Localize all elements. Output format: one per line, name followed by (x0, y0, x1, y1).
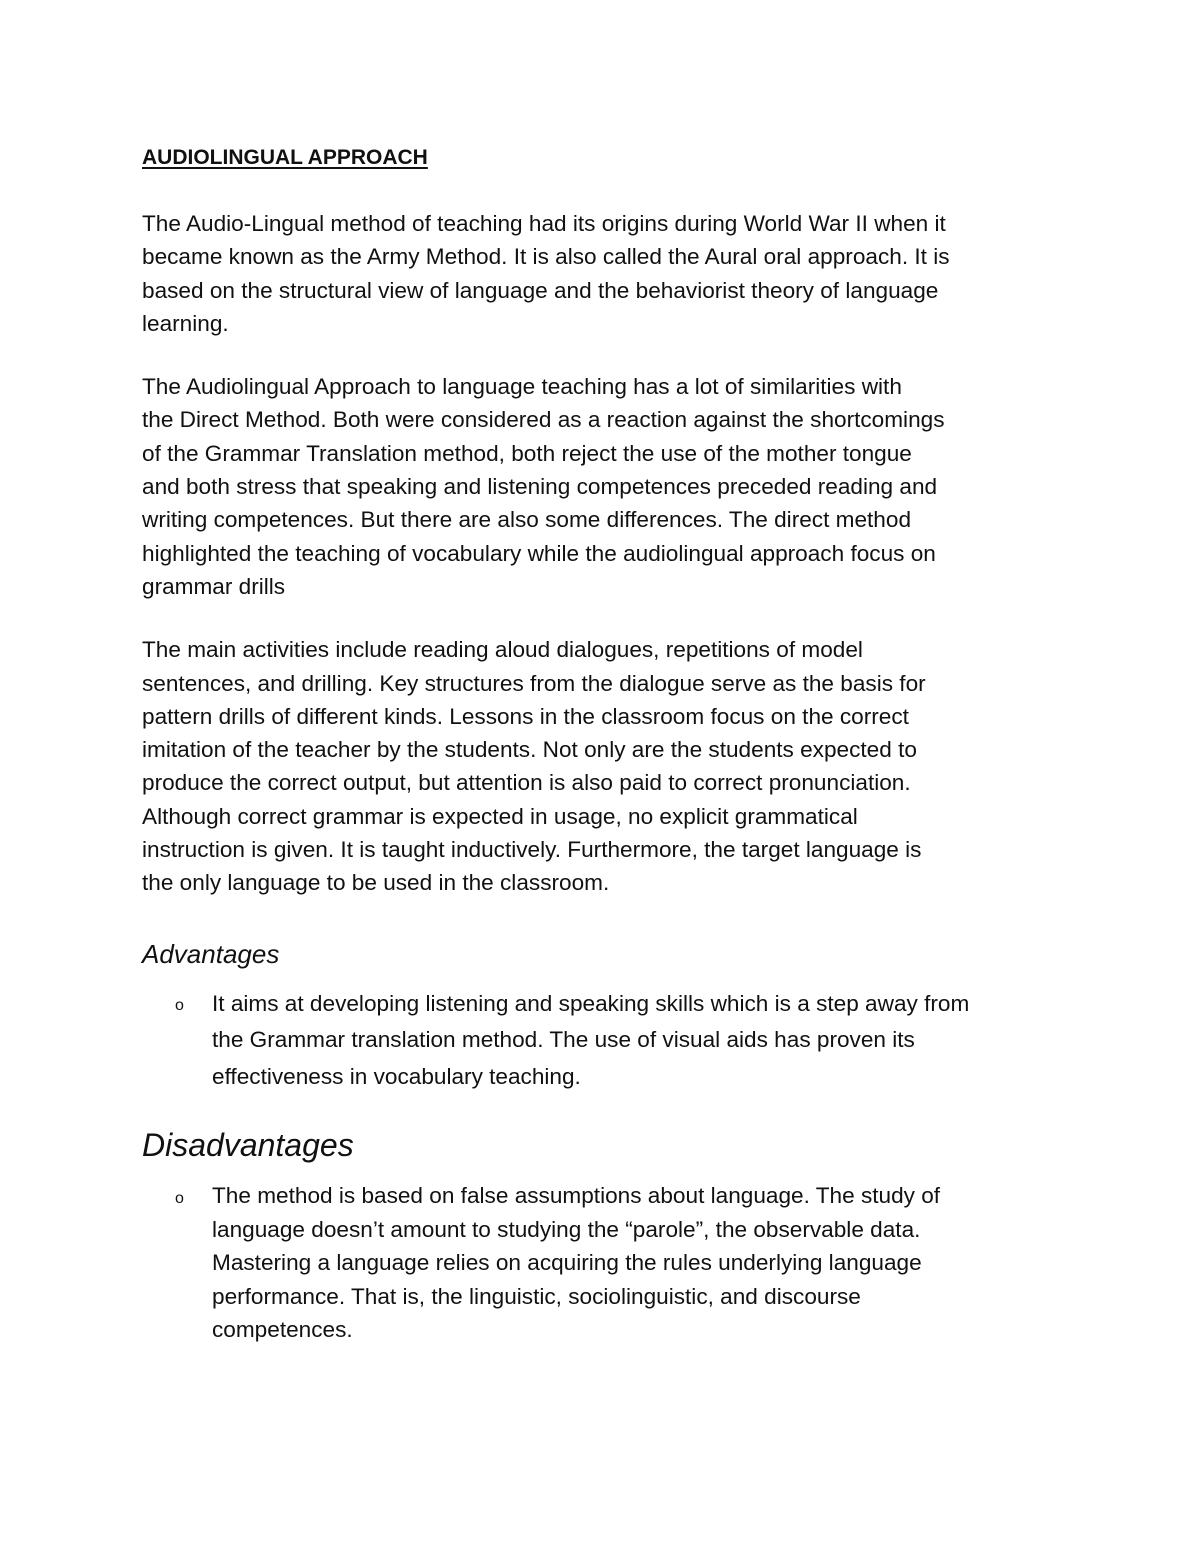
paragraph-comparison (142, 370, 1062, 603)
list-item-line: performance. That is, the linguistic, sociolinguistic, and discourse (212, 1283, 861, 1309)
paragraph-line: the only language to be used in the classroom. (142, 870, 610, 896)
paragraph-line: became known as the Army Method. It is also called the Aural oral approach. It is (142, 244, 950, 270)
disadvantages-heading: Disadvantages (142, 1127, 354, 1164)
paragraph-origins (142, 207, 1062, 340)
paragraph-line: The main activities include reading aloud dialogues, repetitions of model (142, 637, 863, 663)
paragraph-line: pattern drills of different kinds. Lessons in the classroom focus on the correct (142, 703, 909, 729)
list-item (142, 986, 1062, 1096)
paragraph-line: and both stress that speaking and listening competences preceded reading and (142, 474, 938, 500)
advantages-heading: Advantages (142, 938, 280, 969)
paragraph-line: produce the correct output, but attention is also paid to correct pronunciation. (142, 770, 911, 796)
list-item (142, 1179, 1062, 1347)
paragraph-line: The Audiolingual Approach to language teaching has a lot of similarities with (142, 374, 902, 400)
paragraph-line: Although correct grammar is expected in usage, no explicit grammatical (142, 803, 858, 829)
list-item-line: competences. (212, 1317, 353, 1343)
list-item-line: language doesn’t amount to studying the “parole”, the observable data. (212, 1216, 921, 1242)
paragraph-line: imitation of the teacher by the students. Not only are the students expected to (142, 737, 917, 763)
list-item-line: It aims at developing listening and speaking skills which is a step away from (212, 990, 970, 1016)
paragraph-line: highlighted the teaching of vocabulary while the audiolingual approach focus on (142, 540, 936, 566)
disadvantages-list (142, 1179, 1062, 1347)
paragraph-line: the Direct Method. Both were considered as a reaction against the shortcomings (142, 407, 945, 433)
bullet-circle-icon: o (175, 1190, 184, 1208)
advantages-list (142, 986, 1062, 1096)
paragraph-activities (142, 633, 1062, 899)
list-item-line: the Grammar translation method. The use of visual aids has proven its (212, 1027, 915, 1053)
document-body (142, 140, 1062, 1347)
paragraph-line: instruction is given. It is taught inductively. Furthermore, the target language is (142, 837, 922, 863)
paragraph-line: of the Grammar Translation method, both reject the use of the mother tongue (142, 440, 912, 466)
paragraph-line: learning. (142, 310, 229, 336)
paragraph-line: writing competences. But there are also some differences. The direct method (142, 507, 912, 533)
list-item-line: effectiveness in vocabulary teaching. (212, 1063, 581, 1089)
paragraph-line: The Audio-Lingual method of teaching had its origins during World War II when it (142, 211, 946, 236)
paragraph-line: sentences, and drilling. Key structures from the dialogue serve as the basis for (142, 670, 926, 696)
bullet-circle-icon: o (175, 996, 184, 1014)
document-title: AUDIOLINGUAL APPROACH (142, 146, 428, 169)
list-item-line: The method is based on false assumptions about language. The study of (212, 1183, 941, 1209)
paragraph-line: based on the structural view of language and the behaviorist theory of language (142, 277, 939, 303)
list-item-line: Mastering a language relies on acquiring the rules underlying language (212, 1250, 922, 1276)
paragraph-line: grammar drills (142, 573, 286, 599)
